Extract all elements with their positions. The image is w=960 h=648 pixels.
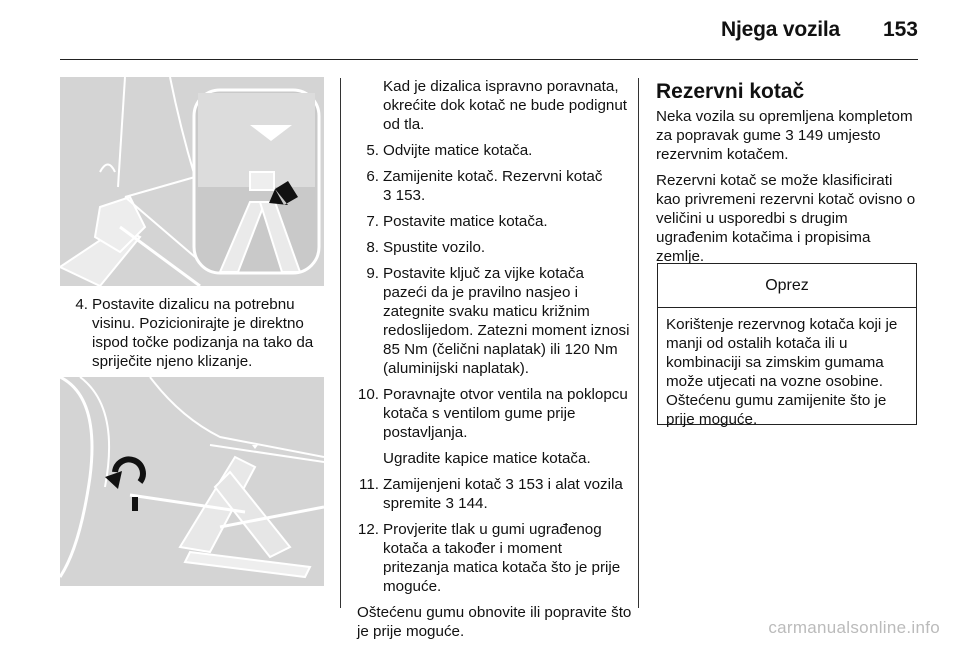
step-number: 4.: [75, 296, 88, 313]
section-title: Njega vozila: [721, 18, 840, 41]
step-number: 8.: [366, 239, 379, 256]
step-number: 10.: [357, 386, 379, 403]
step-item: [357, 264, 632, 378]
step-text: i alat vozila spremite: [383, 476, 623, 512]
section-heading: Rezervni kotač: [656, 80, 805, 103]
step-note: Ugradite kapice matice kotača.: [383, 450, 591, 467]
step-number: 11.: [359, 476, 379, 493]
spare-wheel-section: [656, 80, 920, 273]
step-item: [357, 167, 632, 205]
caution-title: Oprez: [658, 264, 916, 308]
step-text: Postavite dizalicu na potrebnu visinu. Pozicionirajte je direktno ispod točke podizanja na tako da spriječite njeno klizanje.: [92, 296, 314, 370]
page-header: [0, 0, 960, 60]
step-item: [357, 141, 632, 160]
step-text: Zamijenite kotač. Rezervni kotač: [383, 168, 603, 185]
intro-text: Kad je dizalica ispravno poravnata, okrećite dok kotač ne bude podignut od tla.: [383, 78, 628, 133]
step-text: Provjerite tlak u gumi ugrađenog kotača a također i moment pritezanja matica kotača što je prije moguće.: [383, 521, 621, 595]
paragraph: Neka vozila su opremljena kompletom za popravak gume 3 149 umjesto rezervnim kotačem.: [656, 108, 913, 163]
step-item: [357, 520, 632, 596]
column-divider: [638, 78, 639, 608]
outro-text: Oštećenu gumu obnovite ili popravite što je prije moguće.: [357, 604, 632, 640]
step-text: Spustite vozilo.: [383, 239, 486, 256]
page-reference[interactable]: 3 144.: [445, 495, 488, 512]
step-number: 5.: [366, 142, 379, 159]
step-text: Poravnajte otvor ventila na poklopcu kotača s ventilom gume prije postavljanja.: [383, 386, 628, 441]
page-reference[interactable]: 3 149: [785, 127, 824, 144]
step-number: 9.: [366, 265, 379, 282]
header-divider: [60, 59, 918, 60]
step-text: Odvijte matice kotača.: [383, 142, 533, 159]
step-item: [357, 475, 632, 513]
step-number: 12.: [357, 521, 379, 538]
watermark: carmanualsonline.info: [768, 618, 940, 637]
column-divider: [340, 78, 341, 608]
step-item: [357, 212, 632, 231]
step-text: Postavite matice kotača.: [383, 213, 548, 230]
step-number: 7.: [366, 213, 379, 230]
step-text: Postavite ključ za vijke kotača pazeći da je pravilno nasjeo i zategnite svaku maticu križnim redoslijedom. Zatezni moment iznosi 85 Nm (čelični naplatak) ili 120 Nm (aluminijski naplatak).: [383, 265, 630, 377]
step-item: [357, 385, 632, 442]
paragraph: Rezervni kotač se može klasificirati kao privremeni rezervni kotač ovisno o veličini u usporedbi s drugim ugrađenim kotačima i propisima zemlje.: [656, 172, 916, 265]
step-item: [357, 238, 632, 257]
page-number: 153: [882, 18, 918, 41]
scissor-jack-crank-illustration: [60, 377, 324, 586]
jack-lift-point-illustration: [60, 77, 324, 286]
caution-box: [657, 263, 917, 428]
step-4: [66, 295, 334, 378]
steps-column: [357, 77, 632, 648]
step-number: 6.: [366, 168, 379, 185]
page-reference[interactable]: 3 153.: [383, 187, 426, 204]
step-text: Zamijenjeni kotač: [383, 476, 502, 493]
caution-text: Korištenje rezervnog kotača koji je manji od ostalih kotača ili u kombinaciji sa zimskim gumama može utjecati na vozne osobine. Oštećenu gumu zamijenite što je prije moguće.: [666, 316, 898, 428]
page-reference[interactable]: 3 153: [505, 476, 544, 493]
